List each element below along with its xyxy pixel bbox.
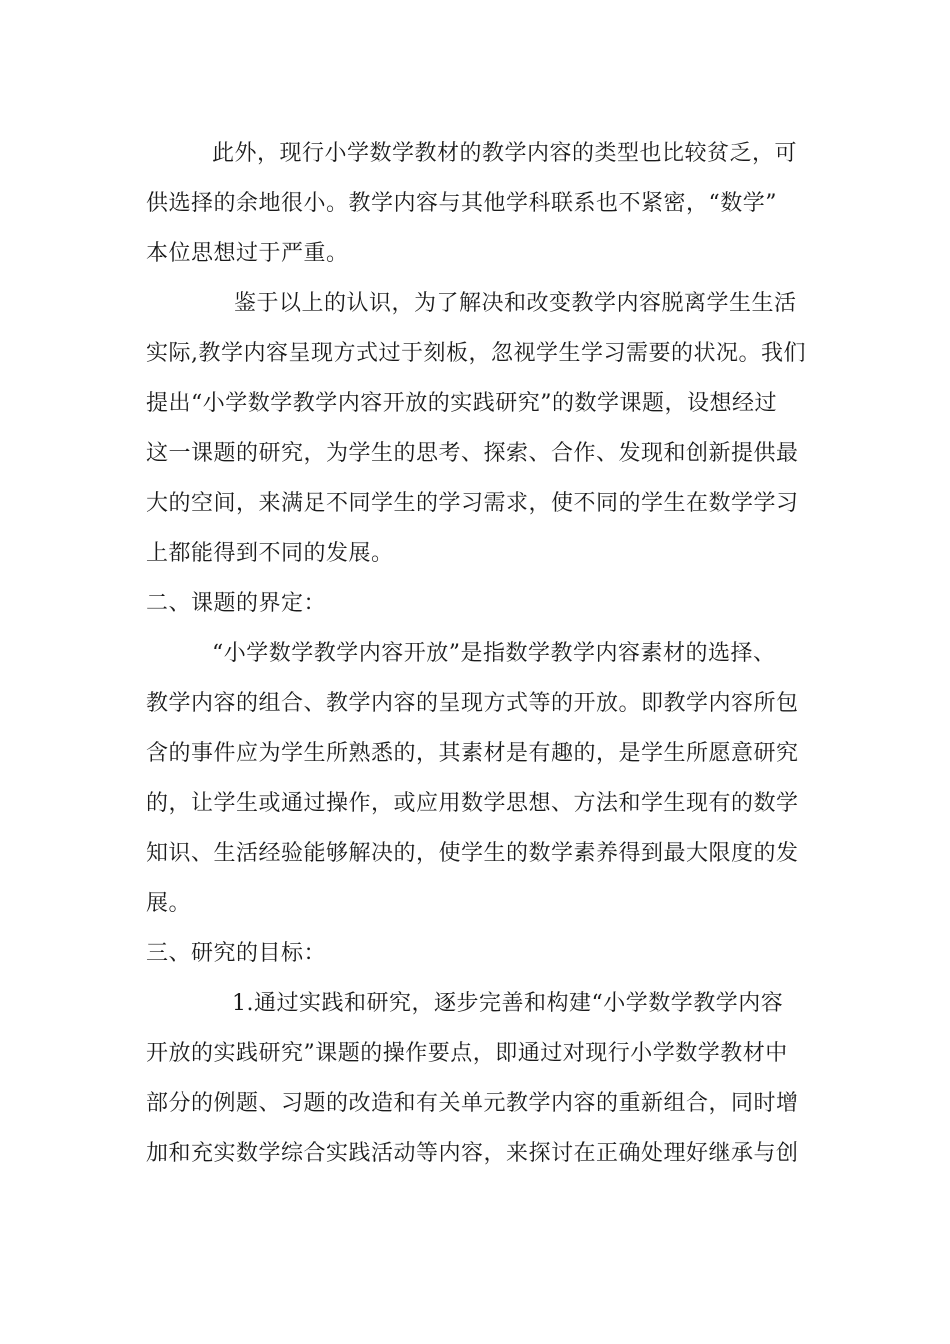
- paragraph-line: 实际,教学内容呈现方式过于刻板，忽视学生学习需要的状况。我们: [146, 341, 806, 366]
- paragraph-line: 提出“小学数学教学内容开放的实践研究”的数学课题，设想经过: [146, 391, 777, 416]
- paragraph-line: 开放的实践研究”课题的操作要点，即通过对现行小学数学教材中: [146, 1041, 788, 1066]
- section-heading: 二、课题的界定：: [146, 591, 327, 616]
- paragraph-line: 上都能得到不同的发展。: [146, 541, 394, 566]
- section-heading: 三、研究的目标：: [146, 941, 327, 966]
- paragraph-line: 的，让学生或通过操作，或应用数学思想、方法和学生现有的数学: [146, 791, 799, 816]
- paragraph-line: 这一课题的研究，为学生的思考、探索、合作、发现和创新提供最: [146, 441, 799, 466]
- paragraph-line: 加和充实数学综合实践活动等内容，来探讨在正确处理好继承与创: [146, 1141, 799, 1166]
- paragraph-line: 部分的例题、习题的改造和有关单元教学内容的重新组合，同时增: [146, 1091, 799, 1116]
- paragraph-line: 大的空间，来满足不同学生的学习需求，使不同的学生在数学学习: [146, 491, 799, 516]
- paragraph-line: 1.通过实践和研究，逐步完善和构建“小学数学教学内容: [232, 991, 784, 1016]
- paragraph-line: 含的事件应为学生所熟悉的，其素材是有趣的，是学生所愿意研究: [146, 741, 799, 766]
- paragraph-line: 供选择的余地很小。教学内容与其他学科联系也不紧密，“数学”: [146, 191, 777, 216]
- paragraph-line: 本位思想过于严重。: [146, 241, 349, 266]
- paragraph-line: “小学数学教学内容开放”是指数学教学内容素材的选择、: [212, 641, 776, 666]
- paragraph-line: 知识、生活经验能够解决的，使学生的数学素养得到最大限度的发: [146, 841, 799, 866]
- paragraph-line: 教学内容的组合、教学内容的呈现方式等的开放。即教学内容所包: [146, 691, 799, 716]
- paragraph-line: 此外，现行小学数学教材的教学内容的类型也比较贫乏，可: [212, 141, 798, 166]
- paragraph-line: 鉴于以上的认识，为了解决和改变教学内容脱离学生生活: [234, 291, 797, 316]
- paragraph-line: 展。: [146, 891, 192, 916]
